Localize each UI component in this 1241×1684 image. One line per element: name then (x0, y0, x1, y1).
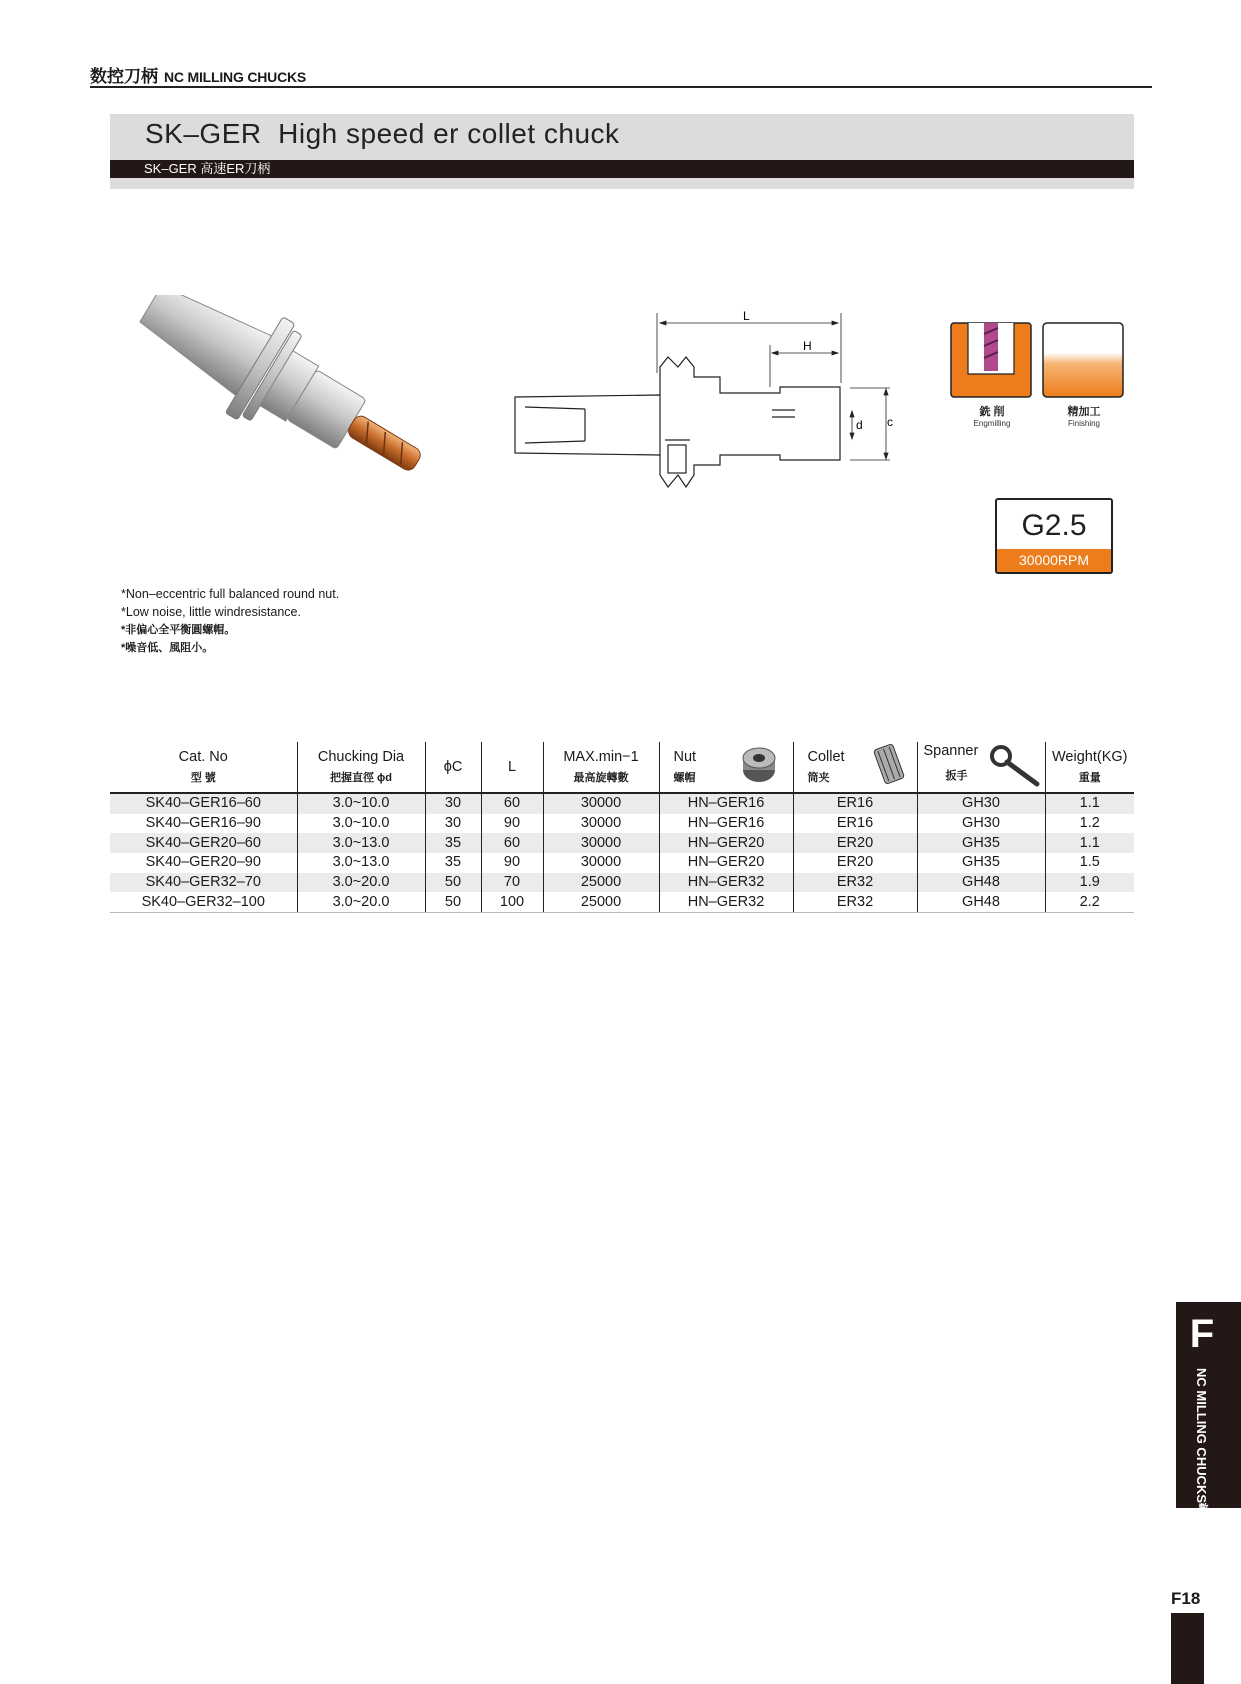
feature-item: *Non–eccentric full balanced round nut. (121, 587, 340, 601)
dim-c: c (887, 415, 893, 429)
dim-L: L (743, 309, 750, 323)
table-row (110, 892, 1134, 912)
cell-l: 90 (481, 814, 543, 834)
cell-c: 30 (425, 814, 481, 834)
nut-icon (739, 746, 779, 786)
page-header (90, 62, 1152, 88)
col-max-rpm: MAX.min−1 最高旋轉數 (543, 742, 659, 793)
page-number-bar (1171, 1613, 1204, 1684)
cell-cat: SK40–GER32–100 (110, 892, 297, 912)
col-weight: Weight(KG) 重量 (1045, 742, 1134, 793)
cell-weight: 1.2 (1045, 814, 1134, 834)
spec-table (110, 742, 1134, 913)
col-cat-no: Cat. No 型 號 (110, 742, 297, 793)
cell-weight: 1.1 (1045, 793, 1134, 814)
cell-dia: 3.0~20.0 (297, 873, 425, 893)
spanner-icon (989, 744, 1043, 788)
cell-spanner: GH35 (917, 833, 1045, 853)
cell-max: 25000 (543, 873, 659, 893)
cell-collet: ER32 (793, 873, 917, 893)
section-label-cn: 數控刀柄 (1196, 1503, 1207, 1544)
process-finishing (1042, 322, 1126, 428)
balance-grade-box (995, 498, 1113, 574)
cell-l: 100 (481, 892, 543, 912)
cell-weight: 1.5 (1045, 853, 1134, 873)
cell-collet: ER32 (793, 892, 917, 912)
cell-l: 60 (481, 793, 543, 814)
cell-cat: SK40–GER20–90 (145, 854, 261, 871)
header-cn: 数控刀柄 (90, 67, 158, 86)
col-chucking-dia: Chucking Dia 把握直徑 ϕd (297, 742, 425, 793)
cell-spanner: GH35 (917, 853, 1045, 873)
cell-dia: 3.0~10.0 (297, 814, 425, 834)
table-row (110, 833, 1134, 853)
cell-nut: HN–GER20 (659, 853, 793, 873)
cell-cat: SK40–GER20–60 (110, 833, 297, 853)
col-collet: Collet 筒夹 (793, 742, 917, 793)
table-row (110, 793, 1134, 814)
process-label-en: Engmilling (973, 419, 1011, 428)
cell-cat: SK40–GER32–70 (110, 873, 297, 893)
balance-grade: G2.5 (1021, 509, 1087, 542)
table-header-row (110, 742, 1134, 793)
page-title: SK–GER High speed er collet chuck (145, 118, 620, 149)
cell-max: 30000 (543, 793, 659, 814)
feature-item: *噪音低、風阻小。 (121, 642, 214, 654)
cell-dia: 3.0~13.0 (297, 853, 425, 873)
section-label-en: NC MILLING CHUCKS (1194, 1368, 1209, 1504)
cell-nut: HN–GER16 (659, 793, 793, 814)
cell-max: 30000 (543, 853, 659, 873)
cell-dia: 3.0~13.0 (297, 833, 425, 853)
cell-nut: HN–GER32 (659, 873, 793, 893)
section-side-tab (1176, 1302, 1241, 1544)
cell-nut: HN–GER32 (659, 892, 793, 912)
cell-max: 30000 (543, 814, 659, 834)
cell-cat: SK40–GER16–90 (145, 815, 261, 832)
process-label-cn: 銑 削 (979, 406, 1005, 418)
table-row (110, 814, 1134, 834)
product-photo (115, 295, 455, 495)
technical-drawing (510, 305, 900, 505)
cell-spanner: GH30 (917, 814, 1045, 834)
cell-max: 30000 (543, 833, 659, 853)
page-subtitle: SK–GER 高速ER刀柄 (144, 161, 271, 176)
feature-item: *Low noise, little windresistance. (121, 605, 301, 619)
balance-rpm: 30000RPM (997, 549, 1111, 572)
cell-dia: 3.0~20.0 (297, 892, 425, 912)
cell-weight: 2.2 (1045, 892, 1134, 912)
finishing-icon (1042, 322, 1124, 398)
cell-weight: 1.9 (1045, 873, 1134, 893)
cell-collet: ER20 (793, 853, 917, 873)
feature-item: *非偏心全平衡圓螺帽。 (121, 624, 236, 636)
page-number: F18 (1171, 1589, 1201, 1608)
cell-collet: ER16 (793, 793, 917, 814)
process-label-cn: 精加工 (1067, 406, 1101, 418)
process-engmilling (950, 322, 1034, 428)
cell-weight: 1.1 (1045, 833, 1134, 853)
cell-c: 50 (425, 873, 481, 893)
header-en: NC MILLING CHUCKS (164, 69, 307, 85)
cell-spanner: GH48 (917, 892, 1045, 912)
cell-l: 60 (481, 833, 543, 853)
engmilling-icon (950, 322, 1032, 398)
cell-c: 30 (425, 793, 481, 814)
cell-cat: SK40–GER16–60 (110, 793, 297, 814)
dim-H: H (803, 339, 812, 353)
cell-nut: HN–GER20 (659, 833, 793, 853)
cell-spanner: GH48 (917, 873, 1045, 893)
col-l: L (481, 742, 543, 793)
col-c: ϕC (425, 742, 481, 793)
feature-list (121, 585, 339, 657)
section-letter: F (1189, 1312, 1215, 1356)
cell-max: 25000 (543, 892, 659, 912)
table-row (110, 853, 1134, 873)
cell-collet: ER20 (793, 833, 917, 853)
cell-l: 90 (481, 853, 543, 873)
cell-nut: HN–GER16 (659, 814, 793, 834)
dim-d: d (856, 418, 863, 432)
cell-c: 35 (425, 833, 481, 853)
cell-dia: 3.0~10.0 (297, 793, 425, 814)
col-nut: Nut 螺帽 (659, 742, 793, 793)
table-row (110, 873, 1134, 893)
col-spanner: Spanner 扳手 (917, 742, 1045, 793)
cell-c: 50 (425, 892, 481, 912)
collet-icon (871, 742, 907, 786)
cell-spanner: GH30 (917, 793, 1045, 814)
cell-c: 35 (425, 853, 481, 873)
section-label (1194, 1368, 1209, 1543)
cell-collet: ER16 (793, 814, 917, 834)
process-label-en: Finishing (1067, 419, 1100, 428)
cell-l: 70 (481, 873, 543, 893)
